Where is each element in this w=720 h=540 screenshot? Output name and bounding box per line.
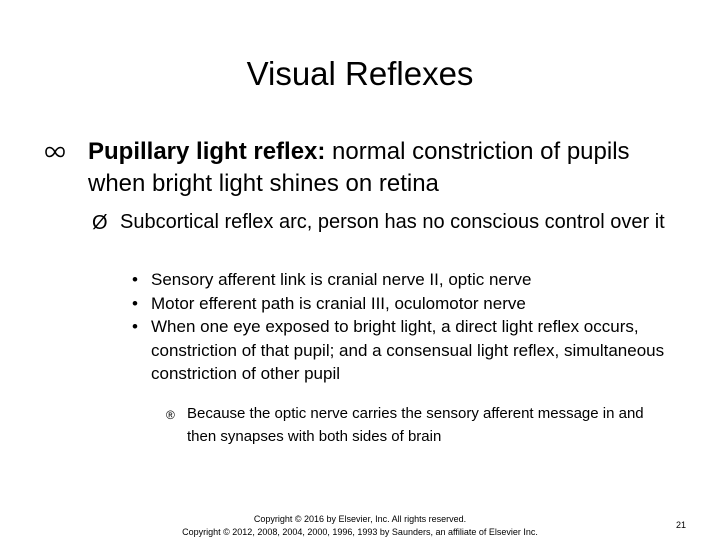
copyright-line-2: Copyright © 2012, 2008, 2004, 2000, 1996, 1993 by Saunders, an affiliate of Elsevier Inc. bbox=[182, 527, 538, 537]
bullet-definition: normal constriction of pupils when bright light shines on retina bbox=[88, 138, 630, 197]
dot-bullet-icon: • bbox=[132, 293, 138, 313]
list-item-text: Sensory afferent link is cranial nerve II, optic nerve bbox=[151, 270, 532, 289]
dot-bullet-icon: • bbox=[132, 317, 138, 336]
slide-title: Visual Reflexes bbox=[246, 55, 474, 92]
sub-bullet-list bbox=[130, 268, 670, 386]
arrow-bullet-icon: Ø bbox=[92, 212, 108, 234]
registered-bullet-icon: ® bbox=[166, 408, 175, 422]
list-item bbox=[130, 292, 670, 316]
list-item-text: Motor efferent path is cranial III, oculomotor nerve bbox=[151, 293, 526, 313]
bullet-term: Pupillary light reflex: bbox=[88, 138, 326, 165]
footer-copyright bbox=[150, 513, 570, 539]
page-number: 21 bbox=[676, 520, 687, 530]
infinity-bullet-icon bbox=[44, 145, 66, 159]
bullet-subcortical-reflex: Subcortical reflex arc, person has no conscious control over it bbox=[120, 211, 665, 233]
infinity-bullet-icon-graphic bbox=[44, 145, 66, 159]
dot-bullet-icon: • bbox=[132, 270, 138, 289]
bullet-pupillary-light-reflex bbox=[88, 136, 688, 200]
list-item bbox=[130, 268, 670, 292]
list-item bbox=[130, 315, 670, 386]
bullet-optic-nerve-note: Because the optic nerve carries the sensory afferent message in and then synapses with both sides of brain bbox=[187, 405, 644, 445]
copyright-line-1: Copyright © 2016 by Elsevier, Inc. All rights reserved. bbox=[253, 514, 467, 524]
list-item-text: When one eye exposed to bright light, a direct light reflex occurs, constriction of that pupil; and a consensual light reflex, simultaneous constriction of other pupil bbox=[151, 317, 665, 383]
